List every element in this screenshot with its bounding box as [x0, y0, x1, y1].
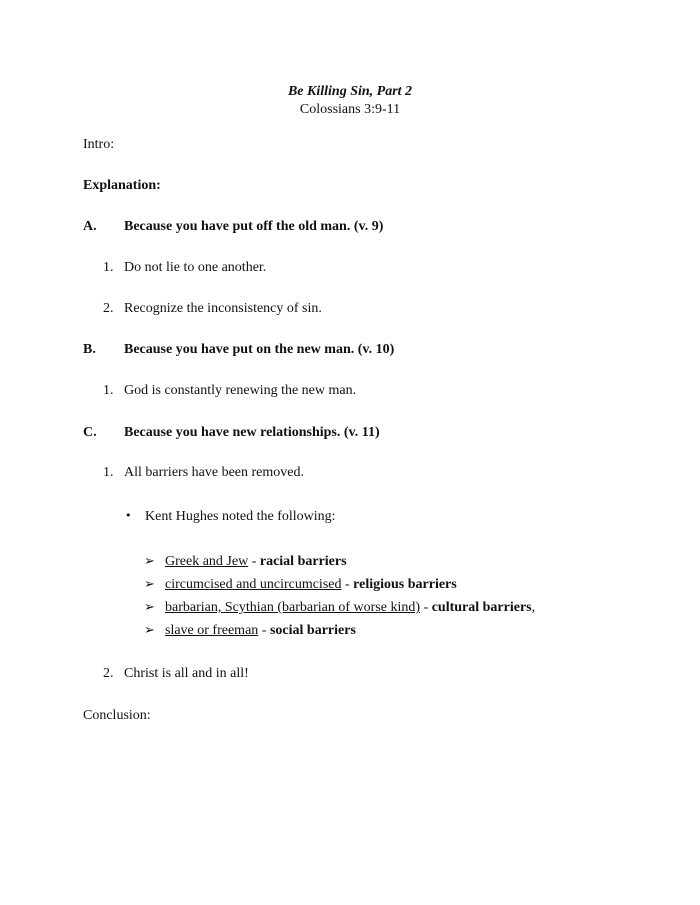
section-c-point-2-text: Christ is all and in all! [124, 666, 249, 681]
bullet-dot: • [125, 509, 132, 522]
section-b-point-1-number: 1. [103, 383, 114, 398]
section-c-point-1-text: All barriers have been removed. [124, 465, 304, 480]
section-b-heading: Because you have put on the new man. (v. 10) [124, 342, 395, 357]
barrier-item-racial [165, 553, 347, 570]
barrier-separator: - [341, 577, 354, 592]
section-c-point-1-number: 1. [103, 465, 114, 480]
barrier-item-social [165, 622, 356, 639]
explanation-heading: Explanation: [83, 178, 161, 193]
barrier-type: social barriers [269, 623, 356, 638]
arrow-bullet-icon: ➢ [144, 554, 155, 569]
section-c-heading: Because you have new relationships. (v. 11) [124, 425, 380, 440]
barrier-group: Greek and Jew [165, 554, 249, 569]
section-a-point-1-text: Do not lie to one another. [124, 260, 267, 275]
barrier-type: religious barriers [353, 577, 457, 592]
barrier-item-cultural [165, 599, 535, 616]
section-a-letter: A. [83, 219, 97, 234]
section-c-point-2-number: 2. [103, 666, 114, 681]
barrier-group: barbarian, Scythian (barbarian of worse kind) [165, 600, 421, 615]
barrier-separator: - [258, 623, 270, 638]
section-a-point-1-number: 1. [103, 260, 114, 275]
barrier-group: circumcised and uncircumcised [165, 577, 342, 592]
document-subtitle: Colossians 3:9-11 [299, 102, 401, 117]
barrier-type: racial barriers [259, 554, 347, 569]
section-b-letter: B. [83, 342, 96, 357]
section-c-letter: C. [83, 425, 97, 440]
barrier-tail: , [531, 600, 536, 615]
section-b-point-1-text: God is constantly renewing the new man. [124, 383, 357, 398]
barrier-type: cultural barriers [431, 600, 532, 615]
section-a-point-2-number: 2. [103, 301, 114, 316]
section-a-point-2-text: Recognize the inconsistency of sin. [124, 301, 322, 316]
barrier-item-religious [165, 576, 457, 593]
arrow-bullet-icon: ➢ [144, 577, 155, 592]
barrier-separator: - [420, 600, 432, 615]
conclusion-label: Conclusion: [83, 708, 151, 723]
section-a-heading: Because you have put off the old man. (v. 9) [124, 219, 384, 234]
arrow-bullet-icon: ➢ [144, 623, 155, 638]
intro-label: Intro: [83, 137, 115, 152]
document-title: Be Killing Sin, Part 2 [287, 84, 413, 99]
bullet-text: Kent Hughes noted the following: [145, 509, 336, 524]
arrow-bullet-icon: ➢ [144, 600, 155, 615]
barrier-group: slave or freeman [165, 623, 259, 638]
barrier-separator: - [248, 554, 260, 569]
